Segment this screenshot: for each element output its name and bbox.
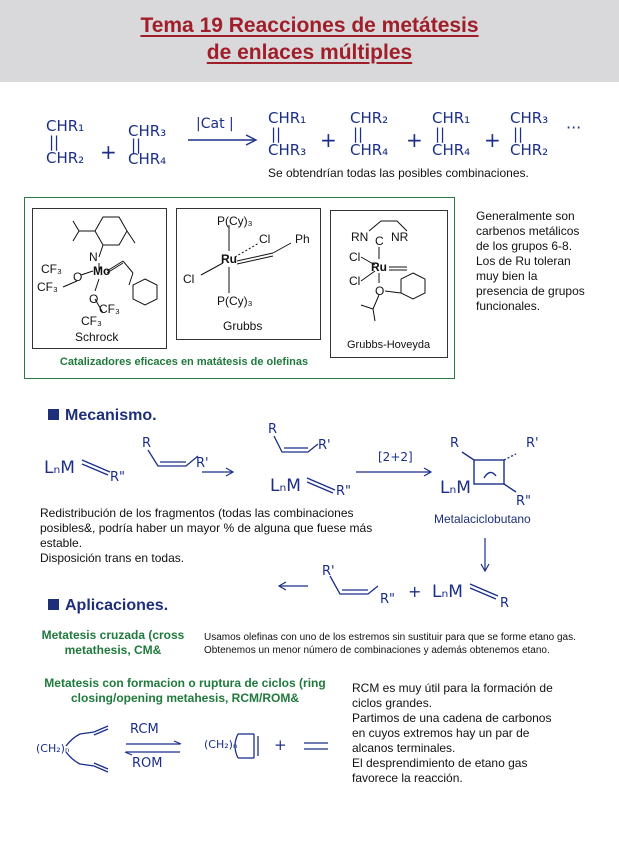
substituent-label: R [142, 436, 152, 451]
atom-label: Ru [221, 252, 237, 266]
atom-label: Ru [371, 260, 387, 274]
formula-text: CHR₄ [350, 141, 389, 159]
mechanism-note [40, 506, 430, 566]
substituent-label: R [268, 422, 278, 437]
formula-text: CHR₁ [432, 109, 471, 127]
schrock-structure-box [32, 208, 167, 349]
catalysts-side-note: Generalmente son carbenos metálicos de los grupos 6-8. Los de Ru toleran muy bien la presencia de grupos funcionales. [476, 209, 585, 313]
atom-label: P(Cy)₃ [217, 214, 253, 228]
note-line: estable. [40, 536, 83, 550]
plus-sign: + [274, 736, 287, 754]
product-3 [432, 110, 470, 158]
metal-carbene: LₙM [432, 582, 463, 602]
arrow-down [478, 536, 492, 574]
rcm-note: RCM es muy útil para la formación de ciclos grandes. Partimos de una cadena de carbonos en cuyos extremos hay un par de alcanos terminales. El desprendimiento de etano gas favorece la reacción. [352, 681, 553, 785]
heading-text: Aplicaciones. [65, 597, 169, 614]
schrock-label: Schrock [75, 330, 119, 344]
atom-label: P(Cy)₃ [217, 294, 253, 308]
double-bond-sign: || [49, 133, 60, 151]
ethene-double-bond [302, 740, 330, 752]
atom-label: CF₃ [37, 280, 58, 294]
atom-label: CF₃ [81, 314, 102, 328]
reactant-1 [46, 118, 84, 166]
arrow-left [276, 580, 310, 592]
grubbs-structure-box [176, 208, 321, 340]
cross-metathesis-title: Metatesis cruzada (cross metathesis, CM& [41, 628, 185, 657]
plus-sign: + [320, 128, 337, 152]
atom-label: RN [351, 230, 369, 244]
formula-text: CHR₂ [510, 141, 549, 159]
applications-heading [48, 596, 168, 616]
substituent-label: R" [516, 494, 532, 509]
substituent-label: R' [196, 456, 209, 471]
rcm-title: Metatesis con formacion o ruptura de ciclos (ring closing/opening metahesis, RCM/ROM& [44, 676, 326, 705]
double-bond-sign: || [271, 125, 282, 143]
rom-arrow-label: ROM [132, 756, 163, 771]
product-olefin-bonds [328, 574, 388, 600]
bullet-square [48, 409, 59, 420]
double-bond-sign: || [435, 125, 446, 143]
cycloaddition-label: [2+2] [378, 450, 413, 464]
title-line-2: de enlaces múltiples [206, 41, 413, 64]
rcm-arrow-label: RCM [130, 722, 159, 737]
substituent-label: R" [110, 470, 126, 485]
atom-label: O [73, 270, 83, 284]
grubbs-label: Grubbs [223, 319, 263, 333]
carbene-double-bond [305, 474, 339, 494]
hoveyda-label: Grubbs-Hoveyda [347, 339, 431, 351]
combinations-note: Se obtendrían todas las posibles combinaciones. [268, 166, 529, 180]
formula-text: CHR₁ [46, 117, 85, 135]
substituent-label: R" [336, 484, 352, 499]
note-line: Disposición trans en todas. [40, 551, 185, 565]
formula-text: CHR₃ [268, 141, 307, 159]
formula-text: CHR₃ [510, 109, 549, 127]
catalysts-caption: Catalizadores eficaces en matátesis de olefinas [59, 356, 309, 368]
atom-label: CF₃ [99, 302, 120, 316]
carbene-double-bond [80, 456, 114, 476]
note-line: posibles&, podría haber un mayor % de alguna que fuese más [40, 521, 373, 535]
product-2 [350, 110, 388, 158]
plus-sign: + [100, 140, 117, 164]
atom-label: O [89, 292, 99, 306]
note-line: Redistribución de los fragmentos (todas las combinaciones [40, 506, 354, 520]
atom-label: NR [391, 230, 409, 244]
catalyst-label: |Cat | [196, 116, 234, 132]
atom-label: Cl [183, 272, 195, 286]
diene-chain-drawing [62, 724, 114, 776]
atom-label: Ph [295, 232, 310, 246]
metallacyclobutane-label: Metalaciclobutano [434, 512, 531, 526]
double-bond-sign: || [131, 136, 142, 154]
plus-sign: + [408, 582, 422, 601]
substituent-label: R" [380, 592, 396, 607]
product-1 [268, 110, 306, 158]
metal-carbene: LₙM [270, 476, 301, 496]
plus-sign: + [406, 128, 423, 152]
product-4 [510, 110, 548, 158]
atom-label: O [375, 284, 385, 298]
atom-label: Cl [349, 274, 361, 288]
chain-label: (CH₂)ₙ [204, 738, 238, 751]
bullet-square [48, 599, 59, 610]
double-bond-sign: || [353, 125, 364, 143]
carbene-double-bond [468, 580, 502, 600]
atom-label: N [89, 250, 98, 264]
atom-label: Mo [93, 264, 111, 278]
double-bond-sign: || [513, 125, 524, 143]
equilibrium-arrows [124, 740, 184, 756]
hoveyda-structure-box [330, 210, 448, 358]
formula-text: CHR₄ [432, 141, 471, 159]
page-title [0, 12, 619, 66]
title-line-1: Tema 19 Reacciones de metátesis [140, 14, 479, 37]
substituent-label: R' [526, 436, 539, 451]
cyclic-olefin-drawing [234, 728, 264, 764]
mechanism-heading [48, 406, 157, 426]
formula-text: CHR₄ [128, 150, 167, 168]
atom-label: Cl [349, 250, 361, 264]
atom-label: Cl [259, 232, 271, 246]
ellipsis: ··· [566, 118, 582, 137]
metal-carbene: LₙM [44, 458, 75, 478]
substituent-label: R [500, 596, 510, 611]
substituent-label: R' [318, 438, 331, 453]
reaction-arrow [186, 132, 260, 146]
plus-sign: + [484, 128, 501, 152]
atom-label: C [375, 234, 384, 248]
atom-label: CF₃ [41, 262, 62, 276]
substituent-label: R' [322, 564, 335, 579]
heading-text: Mecanismo. [65, 407, 157, 424]
chain-label: (CH₂)ₙ [36, 742, 70, 755]
reactant-2 [128, 124, 166, 166]
arrow-right [200, 466, 236, 478]
formula-text: CHR₂ [350, 109, 389, 127]
substituent-label: R [450, 436, 460, 451]
formula-text: CHR₂ [46, 149, 85, 167]
formula-text: CHR₁ [268, 109, 307, 127]
formula-text: CHR₃ [128, 122, 167, 140]
arrow-right [354, 466, 434, 478]
metal-carbene: LₙM [440, 478, 471, 498]
cross-metathesis-note: Usamos olefinas con uno de los estremos sin sustituir para que se forme etano gas. Obtenemos un menor número de combinaciones y además obtenemos etano. [204, 632, 576, 656]
